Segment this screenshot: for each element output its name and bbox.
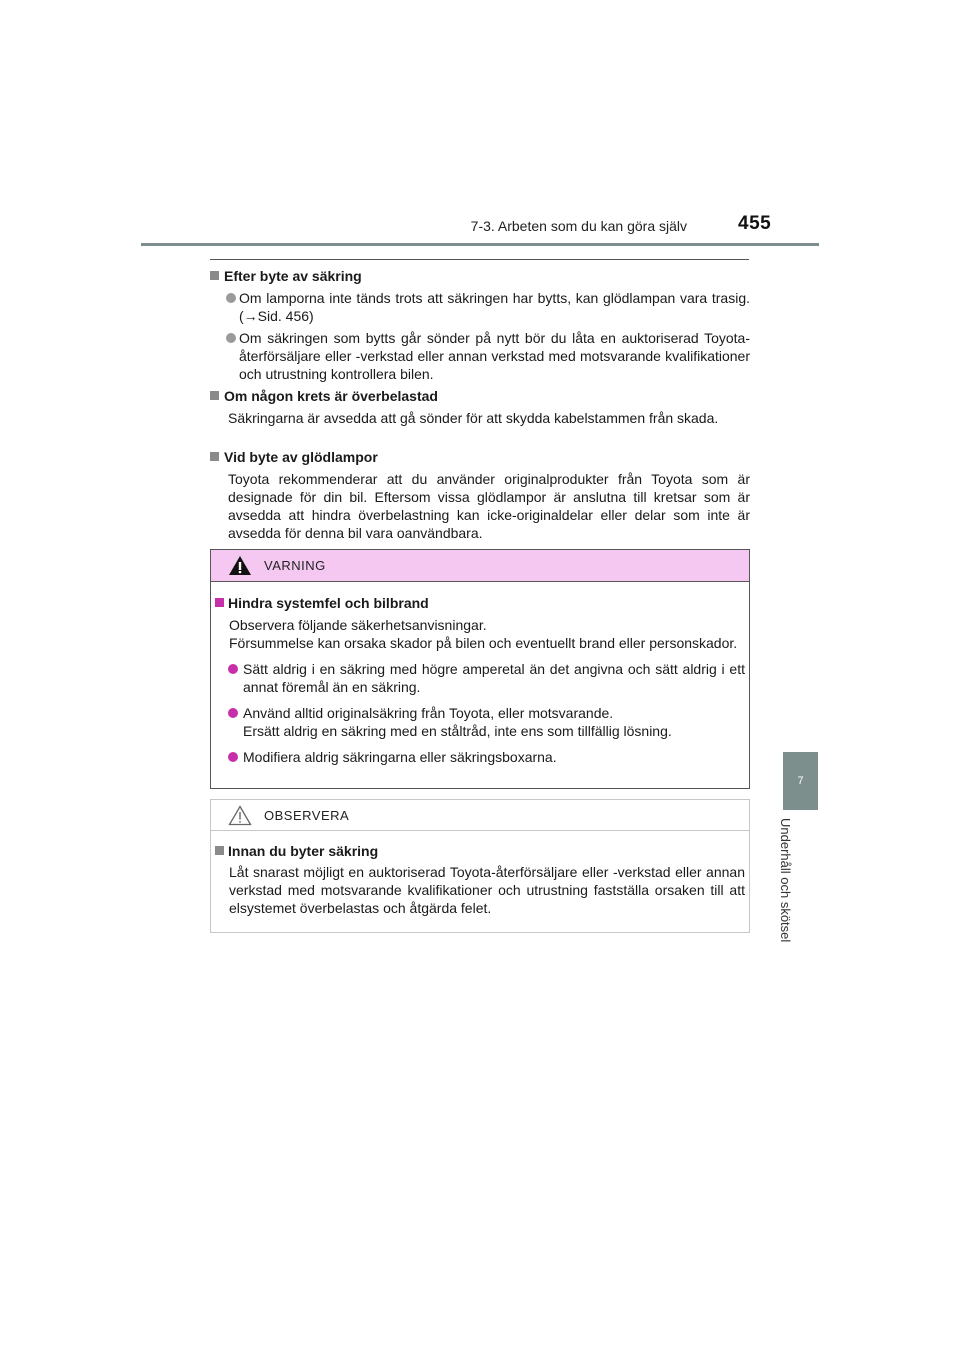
notice-label: OBSERVERA — [264, 808, 350, 823]
circle-bullet-icon — [228, 664, 238, 674]
paragraph: Säkringarna är avsedda att gå sönder för att skydda kabelstammen från skada. — [228, 410, 719, 426]
notice-box — [210, 799, 750, 933]
section-heading — [210, 267, 750, 285]
notice-body — [215, 842, 745, 917]
section-heading — [210, 448, 750, 466]
paragraph-line: Försummelse kan orsaka skador på bilen och eventuellt brand eller personskador. — [229, 635, 738, 651]
list-item-text: Ersätt aldrig en säkring med en ståltråd, inte ens som tillfällig lösning. — [243, 723, 672, 739]
list-item-text: Om lamporna inte tänds trots att säkringen har bytts, kan glödlampan vara trasig. (→Sid. 456) — [239, 290, 750, 324]
section-overloaded-circuit — [210, 387, 750, 427]
list-item — [215, 704, 745, 740]
notice-header — [211, 800, 749, 831]
list-item — [210, 329, 750, 383]
content-rule — [210, 259, 749, 260]
chapter-label-text: Underhåll och skötsel — [778, 818, 793, 943]
warning-triangle-icon — [228, 555, 252, 576]
circle-bullet-icon — [226, 333, 236, 343]
warning-heading — [215, 594, 745, 612]
header-rule — [141, 243, 819, 246]
section-heading — [210, 387, 750, 405]
notice-heading — [215, 842, 745, 860]
chapter-tab: 7 — [783, 752, 818, 810]
section-title: 7-3. Arbeten som du kan göra själv — [470, 218, 687, 234]
section-heading-text: Vid byte av glödlampor — [224, 449, 378, 465]
list-item — [210, 289, 750, 325]
square-bullet-icon — [215, 846, 224, 855]
paragraph-line: Observera följande säkerhetsanvisningar. — [229, 617, 487, 633]
section-heading-text: Efter byte av säkring — [224, 268, 362, 284]
warning-box — [210, 549, 750, 789]
notice-heading-text: Innan du byter säkring — [228, 843, 379, 859]
list-item-text: Modifiera aldrig säkringarna eller säkringsboxarna. — [243, 749, 557, 765]
circle-bullet-icon — [228, 752, 238, 762]
warning-header — [211, 550, 749, 582]
square-bullet-icon — [215, 598, 224, 607]
list-item-text: Sätt aldrig i en säkring med högre amperetal än det angivna och sätt aldrig i ett annat föremål än en säkring. — [243, 661, 745, 695]
list-item-text: Använd alltid originalsäkring från Toyota, eller motsvarande. — [243, 705, 614, 721]
square-bullet-icon — [210, 391, 219, 400]
list-item — [215, 748, 745, 766]
list-item-text: Om säkringen som bytts går sönder på nytt bör du låta en auktoriserad Toyota-återförsäljare eller -verkstad eller annan verkstad med motsvarande kvalifikationer och utrustning kontrollera bilen. — [239, 330, 750, 382]
warning-heading-text: Hindra systemfel och bilbrand — [228, 595, 429, 611]
paragraph: Låt snarast möjligt en auktoriserad Toyota-återförsäljare eller -verkstad eller annan verkstad med motsvarande kvalifikationer och utrustning fastställa orsaken till att elsystemet överbelastas och åtgärda felet. — [229, 864, 745, 916]
page-number: 455 — [738, 213, 772, 234]
section-bulb-replacement — [210, 448, 750, 542]
circle-bullet-icon — [226, 293, 236, 303]
warning-body — [215, 594, 745, 766]
section-after-fuse-change — [210, 267, 750, 383]
list-item — [215, 660, 745, 696]
warning-label: VARNING — [264, 558, 326, 573]
paragraph: Toyota rekommenderar att du använder originalprodukter från Toyota som är designade för din bil. Eftersom vissa glödlampor är anslutna till kretsar som är avsedda att hindra överbelastning kan icke-originaldelar eller delar som inte är avsedda för denna bil vara oanvändbara. — [228, 471, 750, 541]
paragraph — [215, 616, 745, 652]
caution-triangle-icon — [228, 805, 252, 826]
section-heading-text: Om någon krets är överbelastad — [224, 388, 438, 404]
square-bullet-icon — [210, 271, 219, 280]
chapter-label — [778, 818, 818, 968]
square-bullet-icon — [210, 452, 219, 461]
circle-bullet-icon — [228, 708, 238, 718]
